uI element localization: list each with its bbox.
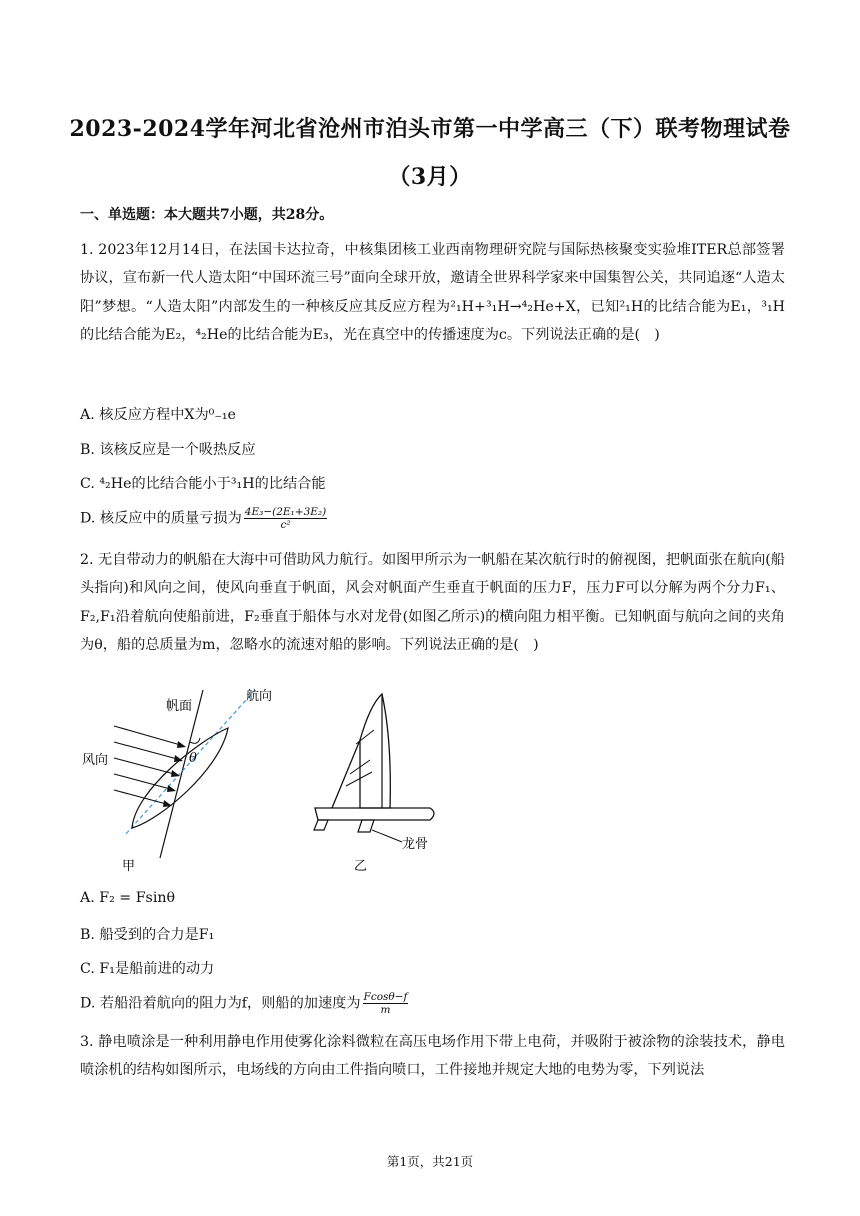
question-3-text: 3. 静电喷涂是一种利用静电作用使雾化涂料微粒在高压电场作用下带上电荷，并吸附于被涂物的涂装技术，静电喷涂机的结构如图所示，电场线的方向由工件指向喷口，工件接地并规定大地的电势为零，下列说法 [80, 1034, 785, 1079]
q1-option-d [80, 506, 327, 531]
keel-pointer [372, 830, 402, 842]
q2-option-b: B. 船受到的合力是F₁ [80, 927, 215, 943]
keel [358, 820, 374, 832]
figure-jia-label: 甲 [122, 859, 136, 874]
heading-label: 航向 [246, 689, 273, 704]
q2-d-denominator: m [380, 1004, 391, 1016]
boat-hull [315, 808, 434, 820]
figure-jia [82, 689, 272, 874]
question-1-text: 1. 2023年12月14日，在法国卡达拉奇，中核集团核工业西南物理研究院与国际热核聚变实验堆ITER总部签署协议，宣布新一代人造太阳“中国环流三号”面向全球开放，邀请全世界科学家来中国集智公关，共同追逐“人造太阳”梦想。“人造太阳”内部发生的一种核反应其反应方程为²₁H+³₁H→⁴₂He+X，已知²₁H的比结合能为E₁，³₁H的比结合能为E₂，⁴₂He的比结合能为E₃，光在真空中的传播速度为c。下列说法正确的是( ) [80, 242, 785, 344]
sail-leading-edge [332, 740, 360, 808]
q1-option-d-label: D. 核反应中的质量亏损为 [80, 510, 242, 527]
wind-arrowheads [163, 741, 186, 807]
question-2-text: 2. 无自带动力的帆船在大海中可借助风力航行。如图甲所示为一帆船在某次航行时的俯视图，把帆面张在航向(船头指向)和风向之间，使风向垂直于帆面，风会对帆面产生垂直于帆面的压力F，压力F可以分解为两个分力F₁、F₂,F₁沿着航向使船前进，F₂垂直于船体与水对龙骨(如图乙所示)的横向阻力相平衡。已知帆面与航向之间的夹角为θ，船的总质量为m，忽略水的流速对船的影响。下列说法正确的是( ) [80, 552, 785, 654]
paper-title-line2: （3月） [388, 164, 472, 190]
rudder [314, 820, 328, 830]
q1-option-b: B. 该核反应是一个吸热反应 [80, 442, 256, 458]
q1-d-denominator: c² [280, 519, 291, 531]
q2-option-d [80, 991, 408, 1016]
q2-d-numerator: Fcosθ−f [363, 991, 408, 1003]
wind-label: 风向 [82, 753, 109, 768]
theta-arc [190, 738, 200, 743]
q2-option-c: C. F₁是船前进的动力 [80, 961, 215, 977]
sail-shape [360, 694, 390, 808]
theta-label: θ [189, 751, 197, 766]
sail-label: 帆面 [166, 699, 193, 714]
figure-yi-label: 乙 [354, 859, 368, 874]
keel-label: 龙骨 [402, 837, 429, 852]
q2-option-a: A. F₂ = Fsinθ [80, 890, 176, 906]
figure-yi [314, 694, 434, 874]
sailboat-figure [70, 680, 470, 880]
q2-option-d-fraction [363, 991, 409, 1016]
q1-option-d-fraction [244, 506, 327, 531]
page-footer: 第1页，共21页 [386, 1154, 474, 1169]
paper-title-line1: 2023-2024学年河北省沧州市泊头市第一中学高三（下）联考物理试卷 [69, 116, 791, 142]
section-heading: 一、单选题：本大题共7小题，共28分。 [80, 207, 334, 223]
sail-line [160, 690, 203, 858]
q1-d-numerator: 4E₃−(2E₁+3E₂) [244, 506, 327, 518]
q1-option-a: A. 核反应方程中X为⁰₋₁e [80, 407, 236, 423]
q1-option-c: C. ⁴₂He的比结合能小于³₁H的比结合能 [80, 476, 326, 492]
q2-option-d-label: D. 若船沿着航向的阻力为f，则船的加速度为 [80, 995, 361, 1012]
